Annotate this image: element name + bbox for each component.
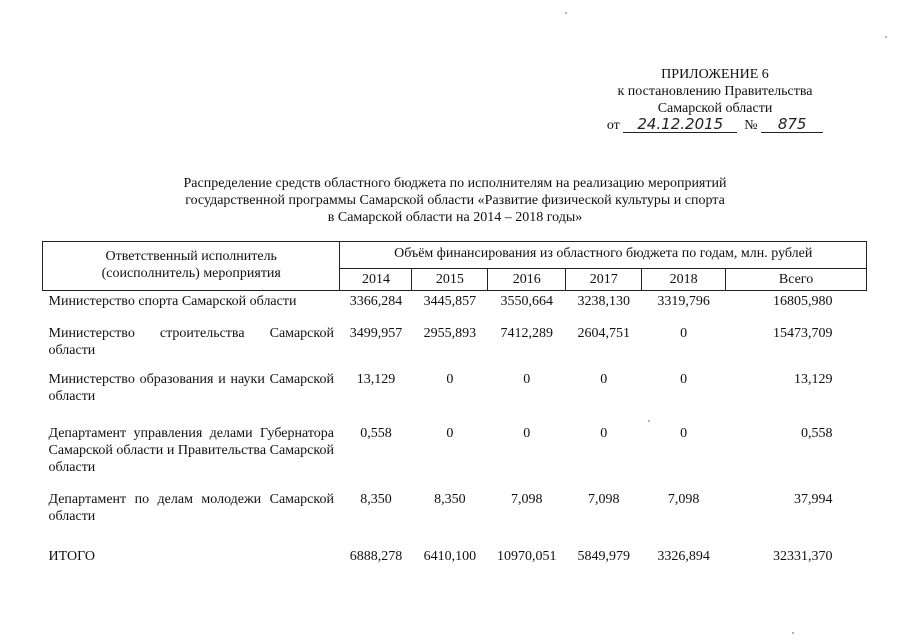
document-title	[130, 175, 780, 226]
scan-speck	[792, 632, 794, 634]
value-cell: 7,098	[587, 491, 620, 507]
value-cell: 0	[523, 371, 531, 387]
value-cell: 3366,284	[349, 294, 403, 309]
total-cell: 37,994	[794, 491, 833, 507]
executor-name: Министерство спорта Самарской области	[48, 294, 297, 309]
value-cell: 0,558	[360, 425, 392, 441]
title-line-3: в Самарской области на 2014 – 2018 годы»	[327, 210, 583, 225]
total-cell: 13,129	[794, 371, 833, 387]
total-cell: 16805,980	[773, 294, 833, 309]
value-cell: 7,098	[511, 491, 543, 507]
value-cell: 8,350	[434, 491, 466, 507]
handwritten-number: 875	[761, 117, 823, 133]
value-cell: 0	[600, 371, 608, 387]
value-cell: 13,129	[356, 371, 396, 387]
header-executor: Ответственный исполнитель (соисполнитель) мероприятия	[43, 242, 340, 291]
total-cell: 15473,709	[773, 325, 833, 341]
value-cell: 3319,796	[657, 294, 710, 309]
decree-date-line	[590, 117, 840, 134]
value-cell: 0	[680, 371, 688, 387]
scan-speck	[648, 420, 650, 422]
value-cell: 7412,289	[500, 325, 554, 341]
table-header-row	[43, 242, 867, 269]
budget-table	[42, 241, 867, 576]
executor-name-total: ИТОГО	[48, 548, 95, 564]
appendix-title: ПРИЛОЖЕНИЕ 6	[661, 67, 769, 82]
value-cell: 3238,130	[577, 294, 630, 309]
header-year: 2014	[340, 268, 412, 290]
value-cell: 2955,893	[423, 325, 477, 341]
table-row-total	[43, 546, 867, 576]
executor-name: Министерство строительства Самарской области	[48, 325, 334, 358]
table-row	[43, 371, 867, 425]
executor-name: Департамент управления делами Губернатора Самарской области и Правительства Самарской области	[48, 425, 334, 475]
total-cell: 32331,370	[773, 548, 833, 564]
scan-speck	[565, 12, 567, 14]
value-cell: 3499,957	[349, 325, 403, 341]
value-cell: 6410,100	[423, 548, 477, 564]
number-prefix: №	[744, 118, 758, 133]
value-cell: 0	[680, 425, 688, 441]
appendix-subtitle: к постановлению Правительства	[617, 84, 813, 99]
handwritten-date: 24.12.2015	[623, 117, 737, 133]
header-total: Всего	[726, 268, 867, 290]
header-year: 2016	[488, 268, 566, 290]
value-cell: 3445,857	[423, 294, 477, 309]
value-cell: 2604,751	[577, 325, 630, 341]
table-row	[43, 425, 867, 491]
value-cell: 0	[523, 425, 531, 441]
title-line-2: государственной программы Самарской области «Развитие физической культуры и спорта	[185, 193, 725, 208]
table-row	[43, 291, 867, 325]
date-prefix: от	[606, 118, 620, 133]
value-cell: 0	[600, 425, 608, 441]
appendix-region: Самарской области	[657, 101, 773, 116]
title-line-1: Распределение средств областного бюджета по исполнителям на реализацию мероприятий	[183, 176, 727, 191]
value-cell: 0	[680, 325, 688, 341]
header-year: 2018	[642, 268, 726, 290]
header-year: 2015	[412, 268, 488, 290]
value-cell: 8,350	[360, 491, 392, 507]
table-row	[43, 325, 867, 371]
value-cell: 0	[446, 425, 454, 441]
value-cell: 5849,979	[577, 548, 630, 564]
header-year: 2017	[566, 268, 642, 290]
executor-name: Департамент по делам молодежи Самарской области	[48, 491, 334, 524]
executor-name: Министерство образования и науки Самарской области	[48, 371, 334, 404]
value-cell: 10970,051	[497, 548, 557, 564]
table-row	[43, 491, 867, 546]
value-cell: 3326,894	[657, 548, 710, 564]
scan-speck	[885, 36, 887, 38]
value-cell: 0	[446, 371, 454, 387]
appendix-header	[590, 66, 840, 134]
value-cell: 3550,664	[500, 294, 554, 309]
total-cell: 0,558	[801, 425, 833, 441]
header-funding: Объём финансирования из областного бюджета по годам, млн. рублей	[340, 242, 867, 269]
value-cell: 7,098	[667, 491, 700, 507]
value-cell: 6888,278	[349, 548, 403, 564]
